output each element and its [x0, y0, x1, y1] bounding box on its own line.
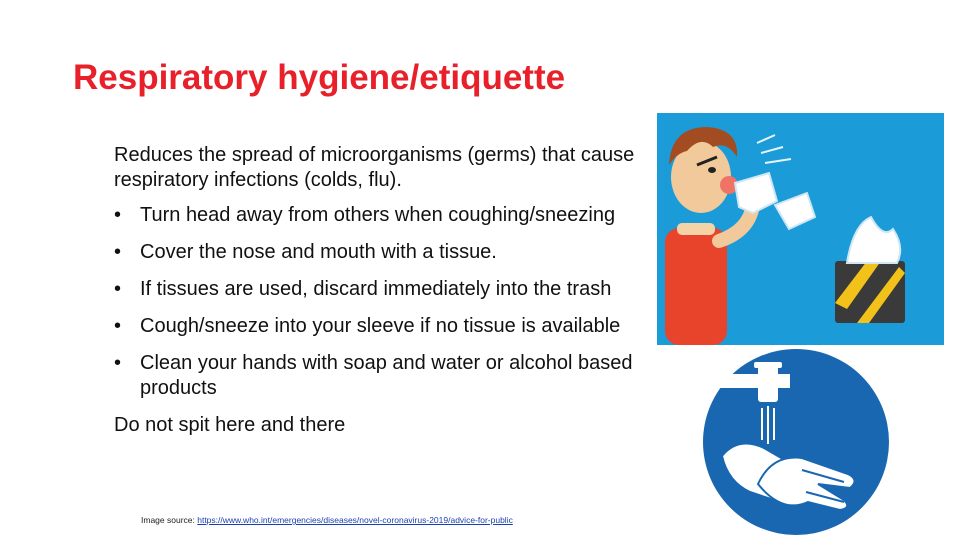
image-source — [141, 515, 513, 525]
person-collar — [677, 223, 715, 235]
bullet-text: Cover the nose and mouth with a tissue. — [140, 241, 497, 263]
bullet-icon: • — [114, 315, 122, 337]
bullet-text: Turn head away from others when coughing/sneezing — [140, 204, 616, 226]
closing-text: Do not spit here and there — [114, 414, 346, 436]
image-source-link[interactable]: https://www.who.int/emergencies/diseases/novel-coronavirus-2019/advice-for-public — [197, 515, 513, 525]
faucet-head — [758, 366, 778, 402]
bullet-item — [114, 277, 644, 302]
bullet-icon: • — [114, 241, 122, 263]
bullet-text: If tissues are used, discard immediately into the trash — [140, 278, 612, 300]
image-source-label: Image source: — [141, 515, 198, 525]
bullet-icon: • — [114, 352, 122, 374]
sneezing-person-illustration — [657, 113, 944, 345]
faucet-handle — [754, 362, 782, 368]
bullet-item — [114, 351, 644, 401]
bullet-item — [114, 314, 644, 339]
slide-title: Respiratory hygiene/etiquette — [73, 58, 566, 97]
bullet-text: Clean your hands with soap and water or alcohol based products — [140, 352, 633, 399]
bullet-icon: • — [114, 204, 122, 226]
bullet-list — [114, 203, 644, 401]
handwashing-sign-icon — [698, 344, 894, 540]
person-eye — [708, 167, 716, 173]
intro-text: Reduces the spread of microorganisms (germs) that cause respiratory infections (colds, flu). — [114, 144, 635, 191]
bullet-item — [114, 240, 644, 265]
bullet-text: Cough/sneeze into your sleeve if no tissue is available — [140, 315, 621, 337]
slide-body — [114, 143, 644, 448]
bullet-icon: • — [114, 278, 122, 300]
bullet-item — [114, 203, 644, 228]
